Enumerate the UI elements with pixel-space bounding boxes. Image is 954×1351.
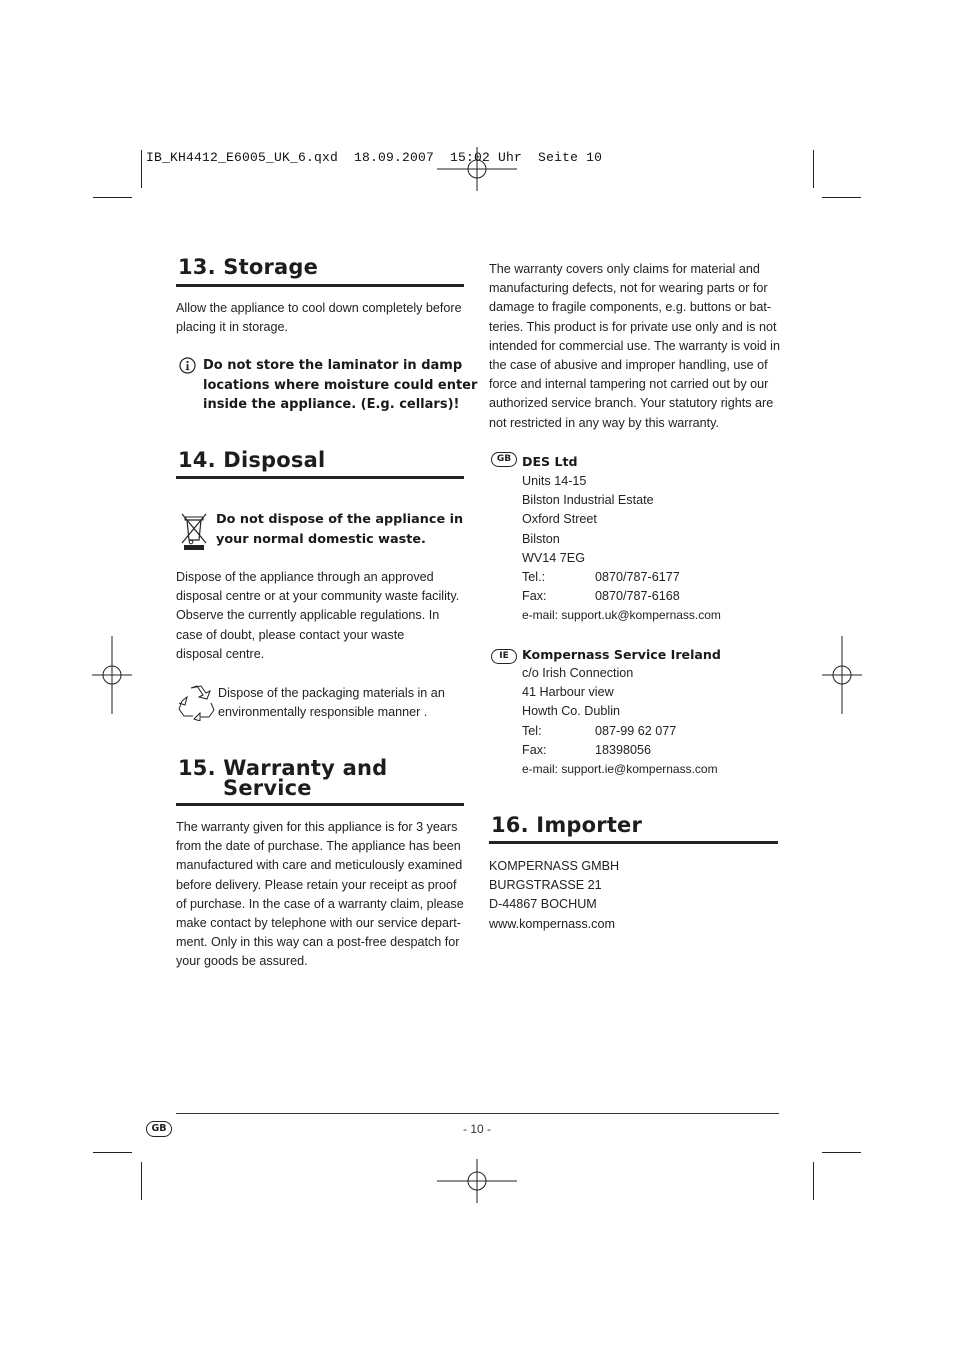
service-gb-fax: Fax: 0870/787-6168	[522, 589, 680, 604]
service-ie-fax: Fax: 18398056	[522, 742, 652, 757]
storage-heading-rule	[176, 284, 464, 287]
service-ie-email: e-mail: support.ie@kompernass.com	[522, 762, 718, 777]
storage-note: Do not store the laminator in damp locations where moisture could enter inside the appliance. (E.g. cellars)!	[203, 358, 478, 413]
storage-heading: 13. Storage	[178, 255, 319, 279]
disposal-heading-rule	[176, 476, 464, 479]
importer-address: KOMPERNASS GMBH BURGSTRASSE 21 D-44867 BOCHUM www.kompernass.com	[489, 859, 620, 931]
service-gb-tel: Tel.: 0870/787-6177	[522, 570, 680, 585]
packaging-text: Dispose of the packaging materials in an environmentally responsible manner .	[218, 686, 445, 720]
footer-rule	[176, 1113, 779, 1114]
service-gb-email: e-mail: support.uk@kompernass.com	[522, 608, 721, 623]
page-number: - 10 -	[462, 1122, 491, 1136]
recycling-icon	[178, 683, 216, 721]
footer-country-badge: GB	[146, 1121, 172, 1137]
registration-mark-bottom	[437, 1159, 517, 1203]
country-badge-ie: IE	[491, 649, 517, 664]
warranty-heading-rule	[176, 803, 464, 806]
info-icon	[179, 357, 196, 374]
service-gb-address: Units 14-15 Bilston Industrial Estate Oxford Street Bilston WV14 7EG Tel.: 0870/787-6177 Fax: 0870/787-6168 e-mail: support.uk@kompernass.com	[522, 472, 721, 626]
warranty-heading: 15. Warranty and Service	[178, 756, 388, 800]
registration-mark-top	[437, 147, 517, 191]
service-gb-name: DES Ltd	[522, 454, 578, 469]
service-ie-tel: Tel: 087-99 62 077	[522, 723, 677, 738]
registration-mark-right	[822, 636, 862, 714]
disposal-heading: 14. Disposal	[178, 448, 326, 472]
importer-heading: 16. Importer	[491, 813, 643, 837]
country-badge-gb: GB	[491, 452, 517, 467]
disposal-note: Do not dispose of the appliance in your normal domestic waste.	[216, 512, 464, 547]
service-ie-name: Kompernass Service Ireland	[522, 647, 721, 662]
importer-heading-rule	[489, 841, 778, 844]
crossed-out-wheelie-bin-icon	[179, 511, 209, 551]
service-ie-address: c/o Irish Connection 41 Harbour view Howth Co. Dublin Tel: 087-99 62 077 Fax: 18398056 e-mail: support.ie@kompernass.com	[522, 664, 718, 779]
storage-text: Allow the appliance to cool down completely before placing it in storage.	[176, 301, 462, 335]
print-slug: IB_KH4412_E6005_UK_6.qxd 18.09.2007 15:02 Uhr Seite 10	[146, 150, 603, 165]
warranty-text: The warranty given for this appliance is for 3 years from the date of purchase. The appliance has been manufactured with care and meticulously examined before delivery. Please retain your receipt as proof of purchase. In the case of a warranty claim, please make contact by telephone with our service depart- ment. Only in this way can a post-free despatch for your goods be assured.	[176, 820, 464, 969]
disposal-text: Dispose of the appliance through an approved disposal centre or at your community waste facility. Observe the currently applicable regulations. In case of doubt, please contact your waste disposal centre.	[176, 570, 460, 661]
registration-mark-left	[92, 636, 132, 714]
warranty-continued-text: The warranty covers only claims for material and manufacturing defects, not for wearing parts or for damage to fragile components, e.g. buttons or bat- teries. This product is for private use only and is not intended for commercial use. The warranty is void in the case of abusive and improper handling, use of force and internal tampering not carried out by our authorized service branch. Your statutory rights are not restricted in any way by this warranty.	[489, 262, 780, 430]
